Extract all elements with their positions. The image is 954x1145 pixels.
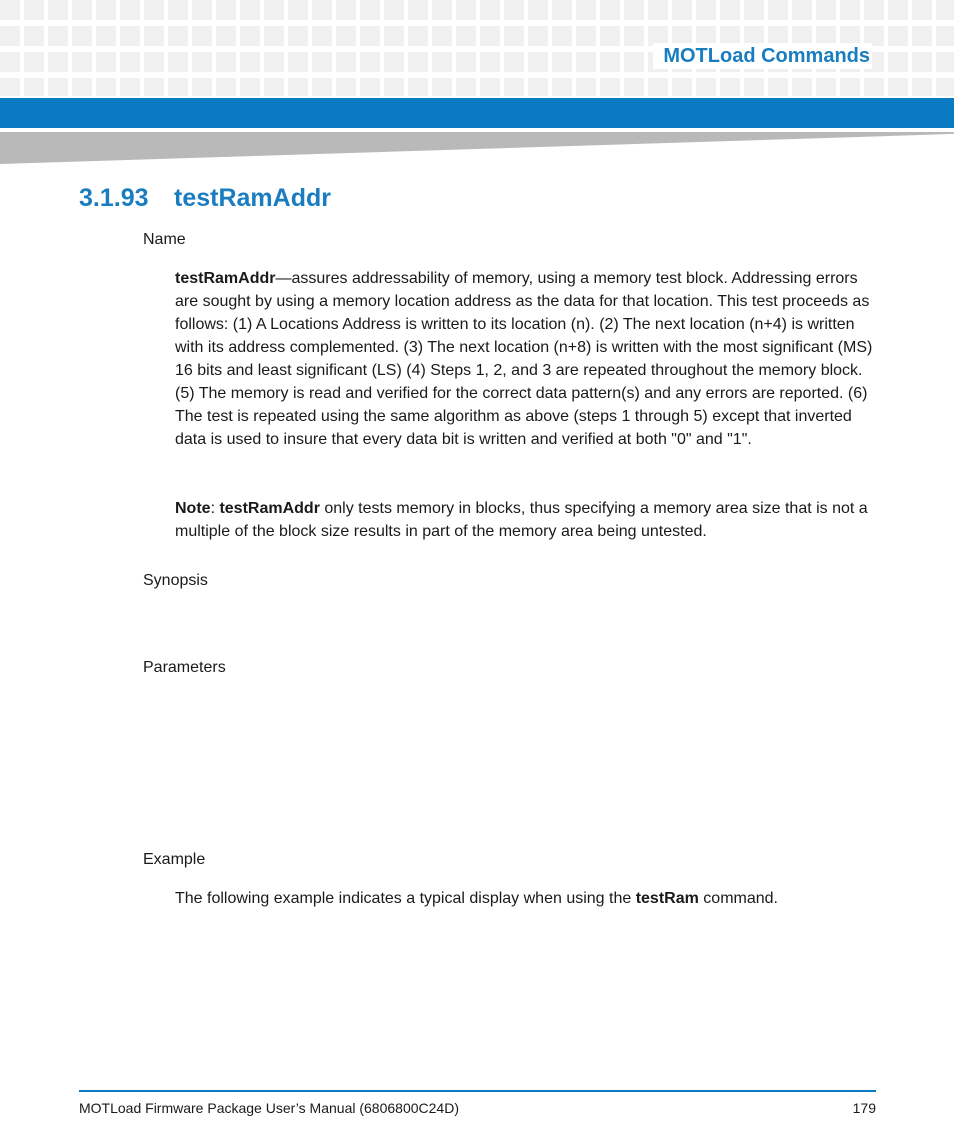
- example-text-after: command.: [698, 890, 778, 907]
- example-command: testRam: [635, 890, 699, 907]
- section-number: 3.1.93: [79, 184, 149, 212]
- running-header-title: MOTLoad Commands: [653, 43, 872, 69]
- section-heading: [79, 181, 331, 215]
- section-title: testRamAddr: [174, 184, 331, 212]
- description-text: —assures addressability of memory, using a memory test block. Addressing errors are sought by using a memory location address as the data for that location. This test proceeds as follows: (1) A Locations Address is written to its location (n). (2) The next location (n+4) is written with its address complemented. (3) The next location (n+8) is written with the most significant (MS) 16 bits and least significant (LS) (4) Steps 1, 2, and 3 are repeated throughout the memory block. (5) The memory is read and verified for the correct data pattern(s) and any errors are reported. (6) The test is repeated using the same algorithm as above (steps 1 through 5) except that inverted data is used to insure that every data bit is written and verified at both "0" and "1".: [175, 270, 873, 448]
- name-description: [175, 267, 880, 451]
- name-label: Name: [143, 231, 186, 248]
- note-label: Note: [175, 500, 211, 517]
- note-text: only tests memory in blocks, thus specifying a memory area size that is not a multiple of the block size results in part of the memory area being untested.: [175, 500, 868, 540]
- header-gray-wedge: [0, 132, 954, 164]
- note-paragraph: [175, 497, 880, 543]
- header-blue-band: [0, 98, 954, 128]
- example-label: Example: [143, 851, 206, 868]
- note-separator: :: [210, 500, 220, 517]
- note-command: testRamAddr: [219, 500, 320, 517]
- example-text-before: The following example indicates a typical display when using the: [175, 890, 636, 907]
- parameters-label: Parameters: [143, 659, 226, 676]
- footer-rule: [79, 1090, 876, 1092]
- example-text: [175, 887, 880, 910]
- command-name: testRamAddr: [175, 270, 276, 287]
- footer-manual-title: MOTLoad Firmware Package User’s Manual (6806800C24D): [79, 1100, 459, 1116]
- footer-page-number: 179: [852, 1100, 876, 1116]
- synopsis-label: Synopsis: [143, 572, 208, 589]
